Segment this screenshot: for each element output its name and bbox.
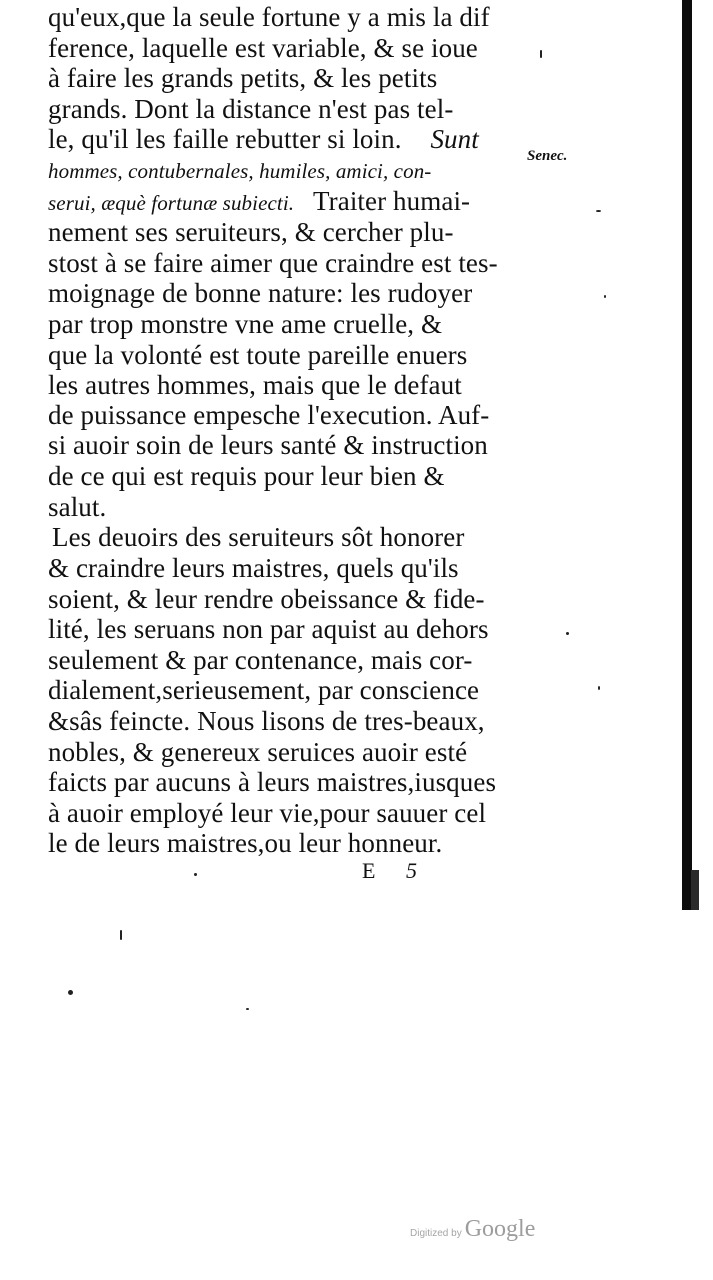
text-line: faicts par aucuns à leurs maistres,iusques — [48, 767, 497, 797]
text-line: si auoir soin de leurs santé & instruction — [48, 430, 488, 460]
text-line: grands. Dont la distance n'est pas tel- — [48, 94, 454, 124]
scan-speck — [596, 210, 601, 212]
text-line: de ce qui est requis pour leur bien & — [48, 461, 445, 491]
text-line: que la volonté est toute pareille enuers — [48, 340, 468, 370]
text-line: stost à se faire aimer que craindre est tes- — [48, 248, 498, 278]
latin-quote-line: hommes, contubernales, humiles, amici, con- — [48, 159, 432, 183]
text-line: qu'eux,que la seule fortune y a mis la dif — [48, 2, 490, 32]
text-line: dialement,serieusement, par conscience — [48, 675, 480, 705]
text-line: seulement & par contenance, mais cor- — [48, 645, 473, 675]
text-line-with-latin — [48, 186, 470, 218]
text-line: par trop monstre vne ame cruelle, & — [48, 309, 443, 339]
margin-note: Senec. — [527, 148, 568, 164]
scan-speck — [540, 50, 542, 58]
scan-speck — [566, 632, 569, 635]
binding-shadow — [691, 870, 699, 910]
text-line: les autres hommes, mais que le defaut — [48, 370, 462, 400]
text-line: ference, laquelle est variable, & se ioue — [48, 33, 478, 63]
text-line-with-latin — [48, 124, 479, 154]
digitized-watermark — [410, 1216, 535, 1243]
text-line: lité, les seruans non par aquist au dehors — [48, 614, 489, 644]
google-logo: Google — [464, 1216, 536, 1242]
signature-number: 5 — [406, 858, 417, 883]
scan-speck — [194, 873, 197, 876]
text-line: &sâs feincte. Nous lisons de tres-beaux, — [48, 706, 485, 736]
text-line: Les deuoirs des seruiteurs sôt honorer — [52, 522, 465, 552]
text-line: nobles, & genereux seruices auoir esté — [48, 737, 468, 767]
watermark-label: Digitized by — [410, 1228, 462, 1239]
text-line: moignage de bonne nature: les rudoyer — [48, 278, 473, 308]
latin-quote-end: serui, æquè fortunæ subiecti. — [48, 191, 295, 215]
scan-speck — [598, 686, 600, 690]
text-fragment: le, qu'il les faille rebutter si loin. — [48, 124, 402, 154]
text-line: salut. — [48, 492, 107, 522]
scan-speck — [604, 295, 606, 298]
text-fragment: Traiter humai- — [313, 186, 471, 216]
scan-speck — [68, 990, 73, 995]
binding-edge — [682, 0, 692, 910]
text-line: nement ses seruiteurs, & cercher plu- — [48, 217, 454, 247]
text-line: soient, & leur rendre obeissance & fide- — [48, 584, 485, 614]
scan-speck — [246, 1008, 249, 1010]
scan-speck — [120, 930, 122, 940]
text-line: & craindre leurs maistres, quels qu'ils — [48, 553, 459, 583]
text-line: à faire les grands petits, & les petits — [48, 63, 438, 93]
text-line: à auoir employé leur vie,pour sauuer cel — [48, 798, 487, 828]
signature-mark: E — [362, 858, 376, 883]
latin-quote-start: Sunt — [430, 124, 479, 154]
text-line: le de leurs maistres,ou leur honneur. — [48, 828, 443, 858]
text-line: de puissance empesche l'execution. Auf- — [48, 400, 490, 430]
